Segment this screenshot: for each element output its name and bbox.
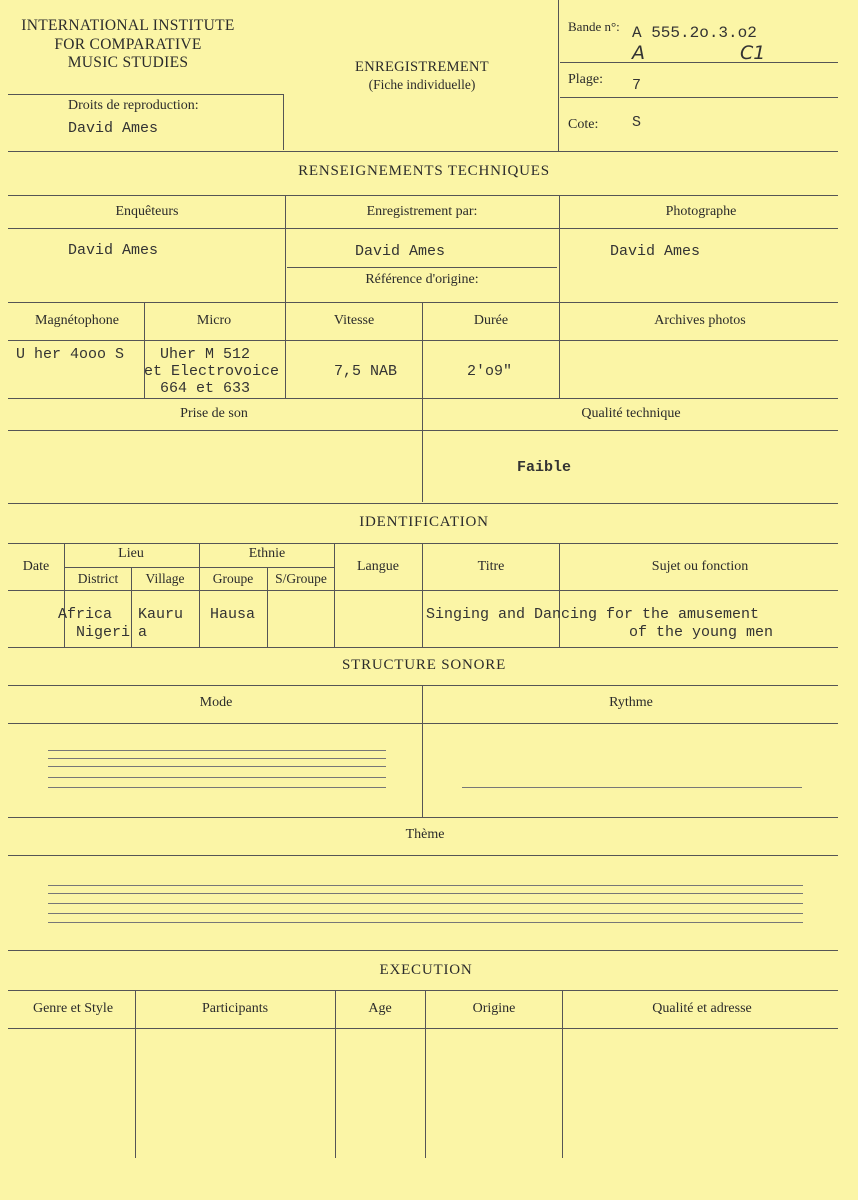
micro-label: Micro (196, 313, 232, 328)
theme-label: Thème (405, 827, 445, 842)
plage-value: 7 (632, 77, 642, 94)
rythme-writing-line (462, 787, 802, 788)
form-subtitle: (Fiche individuelle) (368, 77, 476, 92)
qualite-adresse-label: Qualité et adresse (652, 1001, 752, 1016)
titre-value-line2: of the young men (629, 624, 774, 641)
duree-label: Durée (473, 313, 509, 328)
date-label: Date (22, 559, 50, 574)
enqueteurs-value: David Ames (68, 242, 159, 259)
titre-value-line1: Singing and Dancing for the amusement (426, 606, 760, 623)
village-value-line2: a (138, 624, 148, 641)
enregistrement-label: Enregistrement par: (366, 204, 478, 219)
magnetophone-value: U her 4ooo S (16, 346, 125, 363)
duree-value: 2'o9" (467, 363, 513, 380)
micro-line1: Uher M 512 (160, 346, 251, 363)
lieu-label: Lieu (118, 546, 144, 561)
participants-label: Participants (201, 1001, 269, 1016)
age-label: Age (368, 1001, 392, 1016)
titre-label: Titre (477, 559, 505, 574)
vitesse-value: 7,5 NAB (334, 363, 398, 380)
district-value-line2: Nigeri (76, 624, 131, 641)
groupe-value: Hausa (210, 606, 256, 623)
identification-section-title: IDENTIFICATION (359, 514, 489, 530)
enqueteurs-label: Enquêteurs (115, 204, 179, 219)
qualite-technique-label: Qualité technique (581, 406, 681, 421)
enregistrement-value: David Ames (355, 243, 446, 260)
execution-section-title: EXECUTION (379, 962, 473, 978)
form-title: ENREGISTREMENT (355, 59, 489, 75)
cote-label: Cote: (568, 117, 599, 132)
bande-value: A 555.2o.3.o2 (632, 24, 757, 42)
rythme-label: Rythme (609, 695, 653, 710)
groupe-label: Groupe (212, 571, 254, 586)
bande-handwritten-2: C1 (740, 42, 766, 64)
bande-handwritten-1: A (632, 42, 645, 64)
district-value-line1: Africa (58, 606, 113, 623)
structure-section-title: STRUCTURE SONORE (341, 657, 507, 673)
langue-label: Langue (357, 559, 399, 574)
cote-value: S (632, 114, 642, 131)
institute-name-line2: FOR COMPARATIVE (54, 36, 202, 53)
magnetophone-label: Magnétophone (35, 313, 119, 328)
technical-section-title: RENSEIGNEMENTS TECHNIQUES (298, 163, 550, 179)
sujet-label: Sujet ou fonction (651, 559, 749, 574)
rights-value: David Ames (68, 120, 159, 137)
bande-label: Bande n°: (568, 19, 620, 34)
institute-name-line3: MUSIC STUDIES (67, 54, 189, 71)
vitesse-label: Vitesse (333, 313, 375, 328)
institute-name-line1: INTERNATIONAL INSTITUTE (21, 17, 235, 34)
reference-label: Référence d'origine: (365, 272, 479, 287)
photographe-label: Photographe (665, 204, 737, 219)
archives-label: Archives photos (654, 313, 746, 328)
prise-de-son-label: Prise de son (180, 406, 248, 421)
ethnie-label: Ethnie (248, 546, 286, 561)
plage-label: Plage: (568, 72, 603, 87)
qualite-technique-value: Faible (517, 459, 572, 476)
mode-label: Mode (199, 695, 233, 710)
village-value-line1: Kauru (138, 606, 184, 623)
rights-label: Droits de reproduction: (68, 98, 199, 113)
sgroupe-label: S/Groupe (275, 571, 327, 586)
micro-line3: 664 et 633 (160, 380, 251, 397)
photographe-value: David Ames (610, 243, 701, 260)
district-label: District (77, 571, 119, 586)
village-label: Village (145, 571, 185, 586)
genre-style-label: Genre et Style (32, 1001, 114, 1016)
origine-label: Origine (472, 1001, 516, 1016)
micro-line2: et Electrovoice (144, 363, 280, 380)
